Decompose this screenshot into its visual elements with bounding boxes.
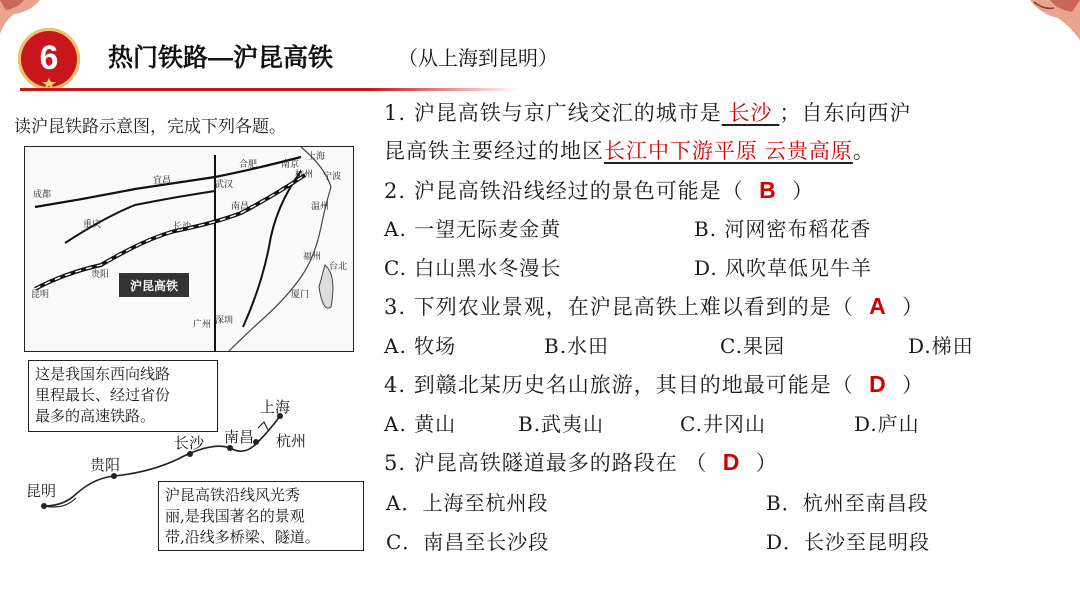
question-5-close: ） — [755, 451, 778, 475]
question-4-option-a: A. 黄山 — [384, 412, 457, 436]
map-city: 杭州 — [295, 170, 314, 180]
route-note-line: 沪昆高铁沿线风光秀 — [165, 486, 301, 504]
map-city: 长沙 — [173, 222, 192, 232]
question-2-stem — [384, 175, 814, 206]
map-city: 南京 — [281, 160, 300, 170]
map-city: 深圳 — [215, 316, 234, 326]
map-city: 成都 — [33, 190, 52, 200]
question-3-option-a: A. 牧场 — [384, 334, 457, 358]
route-note-1 — [28, 360, 218, 432]
map-city: 合肥 — [239, 160, 258, 170]
map-city: 上海 — [307, 152, 326, 162]
question-5-option-b: B．杭州至南昌段 — [766, 491, 929, 515]
route-note-2 — [158, 481, 364, 551]
route-city-hangzhou: 杭州 — [276, 432, 307, 450]
route-note-line: 丽,是我国著名的景观 — [165, 507, 305, 525]
map-city: 南昌 — [231, 202, 250, 212]
question-3-option-c: C.果园 — [720, 334, 785, 358]
route-city-changsha: 长沙 — [174, 434, 205, 452]
map-city: 宜昌 — [153, 176, 172, 186]
question-3-stem — [384, 291, 924, 322]
emblem-icon — [40, 78, 58, 88]
question-2-close: ） — [792, 179, 815, 203]
question-3-answer: A — [869, 293, 887, 319]
map-city: 贵阳 — [91, 270, 110, 280]
route-note-line: 里程最长、经过省份 — [35, 386, 171, 404]
question-4-option-b: B.武夷山 — [518, 412, 605, 436]
map-city: 台北 — [329, 262, 348, 272]
map-route-label: 沪昆高铁 — [129, 279, 179, 293]
map-city: 广州 — [193, 320, 212, 330]
question-2-answer: B — [759, 177, 777, 203]
question-5-answer: D — [722, 449, 741, 475]
question-1-answer-3: 云贵高原 — [758, 140, 853, 163]
question-5-option-d: D．长沙至昆明段 — [766, 530, 931, 554]
corner-flower-decoration — [1010, 0, 1080, 40]
question-2-option-d: D. 风吹草低见牛羊 — [694, 256, 873, 280]
question-5-option-c: C．南昌至长沙段 — [386, 530, 550, 554]
map-city: 重庆 — [83, 220, 102, 230]
railway-map-drawing — [25, 147, 353, 351]
map-city: 福州 — [303, 252, 322, 262]
question-3-text: 3. 下列农业景观，在沪昆高铁上难以看到的是（ — [384, 295, 854, 319]
question-2-text: 2. 沪昆高铁沿线经过的景色可能是（ — [384, 179, 744, 203]
question-5-text: 5. 沪昆高铁隧道最多的路段在 （ — [384, 451, 708, 475]
route-city-nanchang: 南昌 — [224, 428, 255, 446]
question-4-text: 4. 到赣北某历史名山旅游，其目的地最可能是（ — [384, 373, 854, 397]
route-note-line: 这是我国东西向线路 — [35, 365, 171, 383]
question-5-option-a: A．上海至杭州段 — [386, 491, 549, 515]
route-city-kunming: 昆明 — [26, 482, 57, 500]
question-2-option-a: A. 一望无际麦金黄 — [384, 217, 562, 241]
section-number: 6 — [39, 39, 59, 77]
title-underline — [20, 88, 520, 91]
map-city: 宁波 — [323, 172, 342, 182]
question-1-line-1 — [384, 98, 911, 129]
question-3-option-b: B.水田 — [544, 334, 610, 358]
question-3-close: ） — [902, 295, 925, 319]
instruction-text: 读沪昆铁路示意图，完成下列各题。 — [14, 117, 286, 137]
question-4-close: ） — [902, 373, 925, 397]
question-5-stem — [384, 447, 778, 478]
question-1-text: 昆高铁主要经过的地区 — [384, 139, 604, 163]
question-4-stem — [384, 369, 924, 400]
question-2-option-c: C. 白山黑水冬漫长 — [384, 256, 562, 280]
question-1-answer-1: 长沙 — [721, 102, 780, 125]
question-1-line-2 — [384, 136, 875, 167]
corner-flower-decoration — [0, 0, 40, 34]
question-4-option-c: C.井冈山 — [680, 412, 766, 436]
map-city: 武汉 — [215, 180, 234, 190]
question-2-option-b: B. 河网密布稻花香 — [694, 217, 872, 241]
question-1-text: 1. 沪昆高铁与京广线交汇的城市是 — [384, 101, 722, 125]
route-note-line: 带,沿线多桥梁、隧道。 — [165, 528, 320, 546]
question-1-text: 。 — [852, 139, 875, 163]
map-city: 温州 — [311, 202, 330, 212]
railway-map — [24, 146, 354, 352]
question-1-answer-2: 长江中下游平原 — [604, 140, 758, 163]
question-4-answer: D — [869, 371, 887, 397]
question-3-option-d: D.梯田 — [908, 334, 974, 358]
route-city-guiyang: 贵阳 — [90, 456, 121, 474]
route-diagram — [24, 356, 364, 556]
page-subtitle: （从上海到昆明） — [398, 48, 558, 70]
map-city: 昆明 — [31, 290, 50, 300]
question-1-text: ；自东向西沪 — [779, 101, 912, 125]
page-title: 热门铁路—沪昆高铁 — [108, 44, 334, 72]
section-number-badge — [18, 28, 80, 90]
question-4-option-d: D.庐山 — [854, 412, 920, 436]
map-city: 厦门 — [291, 290, 310, 300]
route-city-shanghai: 上海 — [260, 398, 291, 416]
route-note-line: 最多的高速铁路。 — [35, 407, 156, 425]
